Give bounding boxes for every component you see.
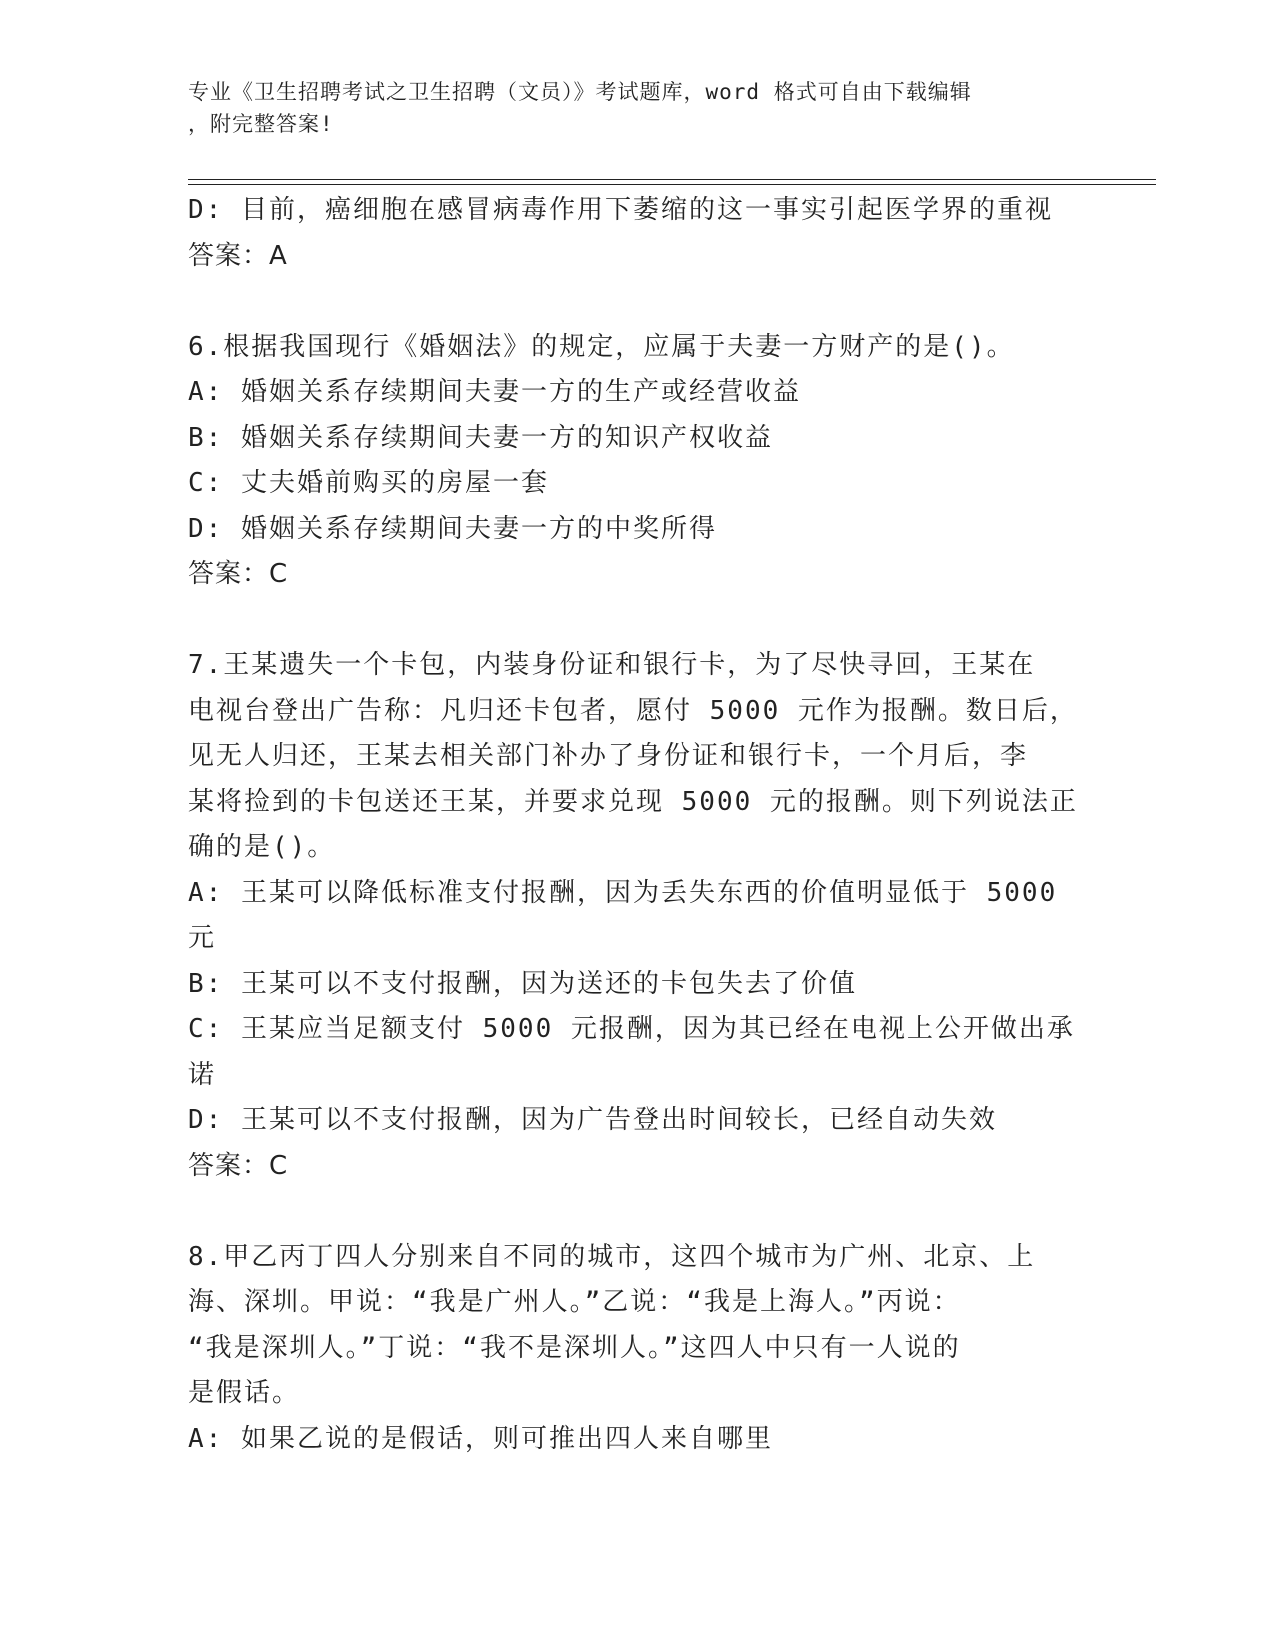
question-6-stem: 6.根据我国现行《婚姻法》的规定，应属于夫妻一方财产的是()。	[188, 331, 1015, 362]
question-7-stem-line-1: 7.王某遗失一个卡包，内装身份证和银行卡，为了尽快寻回，王某在	[188, 650, 1036, 680]
question-7-option-a-line-1: A: 王某可以降低标准支付报酬，因为丢失东西的价值明显低于 5000	[188, 877, 1058, 908]
question-8-stem-line-1: 8.甲乙丙丁四人分别来自不同的城市，这四个城市为广州、北京、上	[188, 1241, 1036, 1272]
question-6-answer: 答案：C	[188, 559, 289, 589]
question-7-option-c-line-2: 诺	[188, 1059, 217, 1090]
header-divider-top	[188, 179, 1156, 180]
question-8-stem-line-3: “我是深圳人。”丁说：“我不是深圳人。”这四人中只有一人说的	[188, 1332, 961, 1363]
question-content	[188, 188, 1088, 1462]
question-7-stem-line-4: 某将捡到的卡包送还王某，并要求兑现 5000 元的报酬。则下列说法正	[188, 786, 1078, 817]
question-7-option-b: B: 王某可以不支付报酬，因为送还的卡包失去了价值	[188, 968, 857, 999]
question-7-stem-line-3: 见无人归还，王某去相关部门补办了身份证和银行卡，一个月后，李	[188, 741, 1029, 771]
spacer	[188, 1189, 1088, 1235]
question-7-option-d: D: 王某可以不支付报酬，因为广告登出时间较长，已经自动失效	[188, 1105, 997, 1135]
question-7-option-c-line-1: C: 王某应当足额支付 5000 元报酬，因为其已经在电视上公开做出承	[188, 1014, 1075, 1044]
option-d: D: 目前，癌细胞在感冒病毒作用下萎缩的这一事实引起医学界的重视	[188, 195, 1053, 225]
header-divider-bottom	[188, 184, 1156, 185]
answer-line: 答案：A	[188, 240, 288, 271]
header-title-line-1: 专业《卫生招聘考试之卫生招聘（文员）》考试题库，word 格式可自由下载编辑	[188, 80, 972, 104]
question-8-stem-line-4: 是假话。	[188, 1378, 301, 1408]
question-6-option-d: D: 婚姻关系存续期间夫妻一方的中奖所得	[188, 513, 717, 544]
header-title-line-2: ，附完整答案!	[188, 112, 334, 136]
question-7-stem-line-2: 电视台登出广告称：凡归还卡包者，愿付 5000 元作为报酬。数日后，	[188, 695, 1078, 726]
question-6-option-b: B: 婚姻关系存续期间夫妻一方的知识产权收益	[188, 422, 773, 453]
question-8-option-a: A: 如果乙说的是假话，则可推出四人来自哪里	[188, 1423, 773, 1454]
question-6-option-a: A: 婚姻关系存续期间夫妻一方的生产或经营收益	[188, 377, 801, 407]
question-7-answer: 答案：C	[188, 1150, 289, 1181]
question-7-stem-line-5: 确的是()。	[188, 832, 336, 862]
question-6-option-c: C: 丈夫婚前购买的房屋一套	[188, 468, 549, 498]
spacer	[188, 279, 1088, 325]
question-7-option-a-line-2: 元	[188, 923, 217, 953]
spacer	[188, 598, 1088, 644]
question-8-stem-line-2: 海、深圳。甲说：“我是广州人。”乙说：“我是上海人。”丙说：	[188, 1287, 961, 1317]
document-header	[188, 76, 1068, 140]
